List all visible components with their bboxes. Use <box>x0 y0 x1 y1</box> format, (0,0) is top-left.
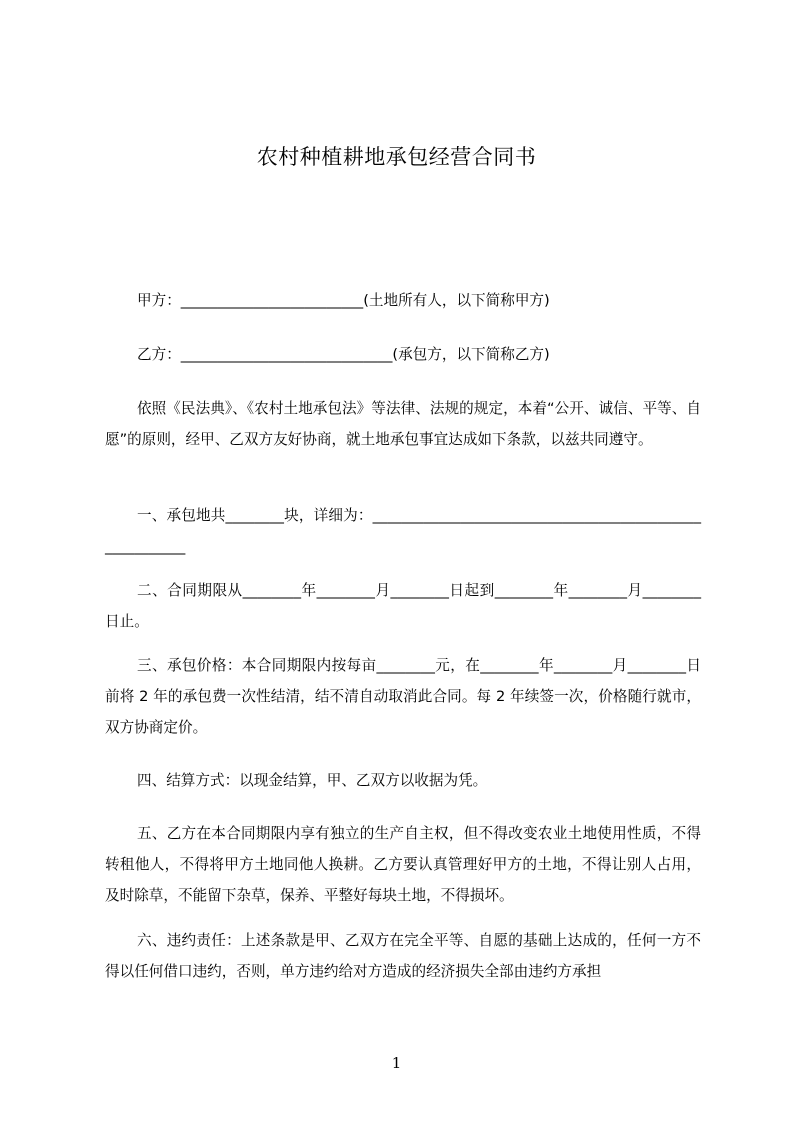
clause-1: 一、承包地共________块，详细为：________________________________________________________ <box>105 507 701 555</box>
party-b-line: 乙方：_____________________________(承包方，以下简称乙方) <box>137 346 550 363</box>
clause-4: 四、结算方式：以现金结算，甲、乙双方以收据为凭。 <box>137 772 488 789</box>
clause-3: 三、承包价格：本合同期限内按每亩________元，在________年________月________日前将 2 年的承包费一次性结清，结不清自动取消此合同。每 2 年续签一次，价格随行就市，双方协商定价。 <box>105 657 701 736</box>
clause-5: 五、乙方在本合同期限内享有独立的生产自主权，但不得改变农业土地使用性质，不得转租他人，不得将甲方土地同他人换耕。乙方要认真管理好甲方的土地，不得让别人占用，及时除草，不能留下杂草，保养、平整好每块土地，不得损坏。 <box>105 825 701 904</box>
clause-2: 二、合同期限从________年________月________日起到________年________月________日止。 <box>105 582 701 630</box>
clause-6: 六、违约责任：上述条款是甲、乙双方在完全平等、自愿的基础上达成的，任何一方不得以任何借口违约，否则，单方违约给对方造成的经济损失全部由违约方承担 <box>105 932 701 980</box>
document-title: 农村种植耕地承包经营合同书 <box>256 145 537 169</box>
party-a-line: 甲方：_________________________(土地所有人，以下简称甲方) <box>137 292 550 309</box>
intro-paragraph: 依照《民法典》、《农村土地承包法》等法律、法规的规定，本着“公开、诚信、平等、自愿”的原则，经甲、乙双方友好协商，就土地承包事宜达成如下条款，以兹共同遵守。 <box>105 400 701 448</box>
page-number: 1 <box>391 1054 402 1072</box>
